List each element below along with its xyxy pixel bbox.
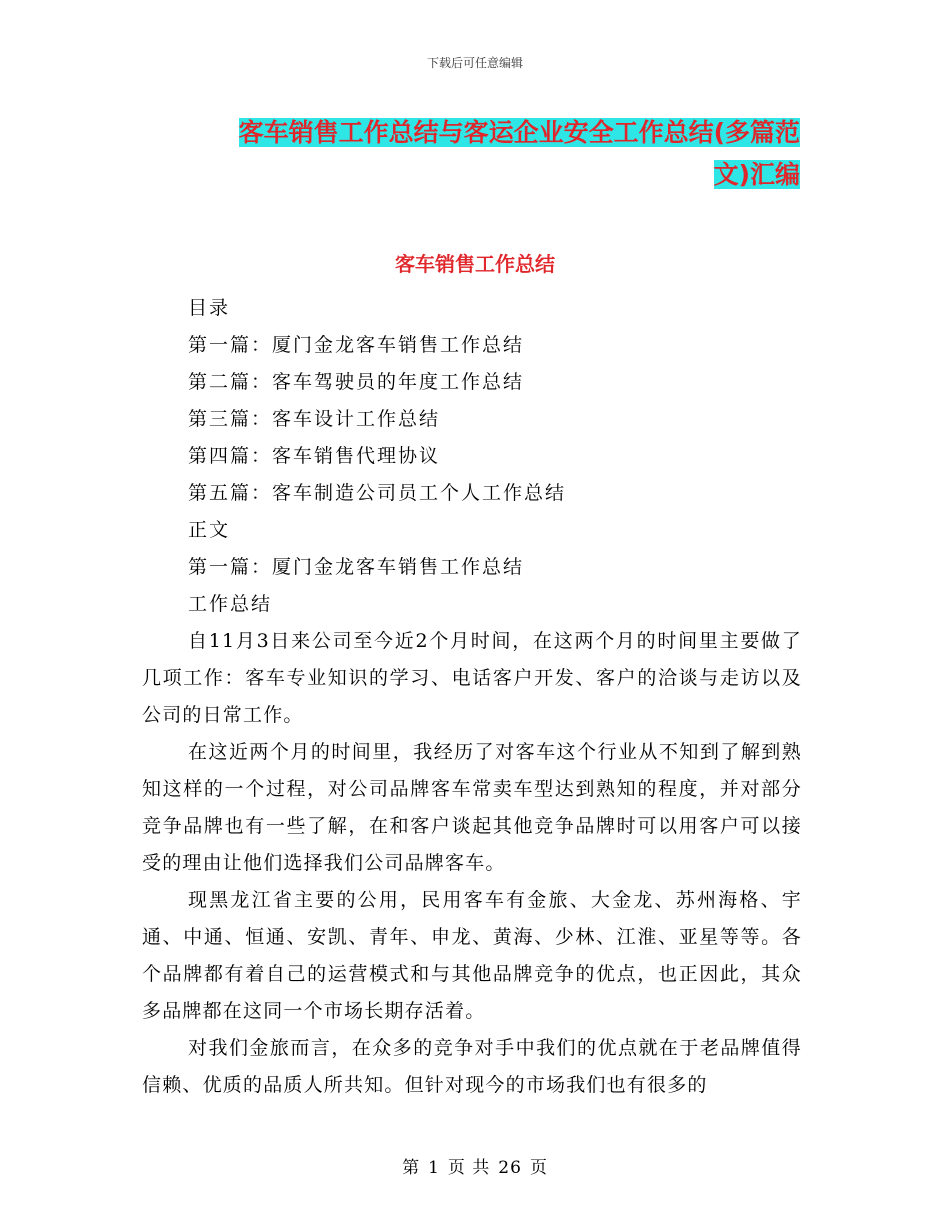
page-total: 26	[498, 1158, 522, 1178]
document-title-line-1: 客车销售工作总结与客运企业安全工作总结(多篇范	[238, 118, 800, 147]
toc-item: 第三篇：客车设计工作总结	[188, 408, 441, 430]
document-title	[200, 112, 800, 196]
footer-suffix: 页	[529, 1158, 548, 1178]
toc-item: 第五篇：客车制造公司员工个人工作总结	[188, 482, 567, 504]
toc-item: 第一篇：厦门金龙客车销售工作总结	[188, 334, 525, 356]
page-footer	[0, 1153, 950, 1178]
paragraph: 在这近两个月的时间里，我经历了对客车这个行业从不知到了解到熟知这样的一个过程，对公司品牌客车常卖车型达到熟知的程度，并对部分竞争品牌也有一些了解，在和客户谈起其他竞争品牌时可以用客户可以接受的理由让他们选择我们公司品牌客车。	[142, 741, 802, 874]
section-title: 客车销售工作总结	[395, 252, 555, 276]
paragraph: 现黑龙江省主要的公用，民用客车有金旅、大金龙、苏州海格、宇通、中通、恒通、安凯、青年、申龙、黄海、少林、江淮、亚星等等。各个品牌都有着自己的运营模式和与其他品牌竞争的优点，也正因此，其众多品牌都在这同一个市场长期存活着。	[142, 889, 802, 1022]
footer-middle: 页 共	[447, 1158, 491, 1178]
body-heading: 正文	[188, 519, 231, 541]
subheading: 工作总结	[188, 593, 273, 615]
document-body	[142, 290, 802, 1104]
paragraph: 自11月3日来公司至今近2个月时间，在这两个月的时间里主要做了几项工作：客车专业知识的学习、电话客户开发、客户的洽谈与走访以及公司的日常工作。	[142, 630, 802, 726]
toc-item: 第二篇：客车驾驶员的年度工作总结	[188, 371, 525, 393]
chapter-title: 第一篇：厦门金龙客车销售工作总结	[188, 556, 525, 578]
page-number: 1	[428, 1158, 440, 1178]
document-title-line-2: 文)汇编	[713, 160, 800, 189]
toc-item: 第四篇：客车销售代理协议	[188, 445, 441, 467]
footer-prefix: 第	[402, 1158, 421, 1178]
paragraph: 对我们金旅而言，在众多的竞争对手中我们的优点就在于老品牌值得信赖、优质的品质人所共知。但针对现今的市场我们也有很多的	[142, 1037, 802, 1096]
toc-heading: 目录	[188, 297, 231, 319]
header-note: 下载后可任意编辑	[426, 56, 523, 70]
